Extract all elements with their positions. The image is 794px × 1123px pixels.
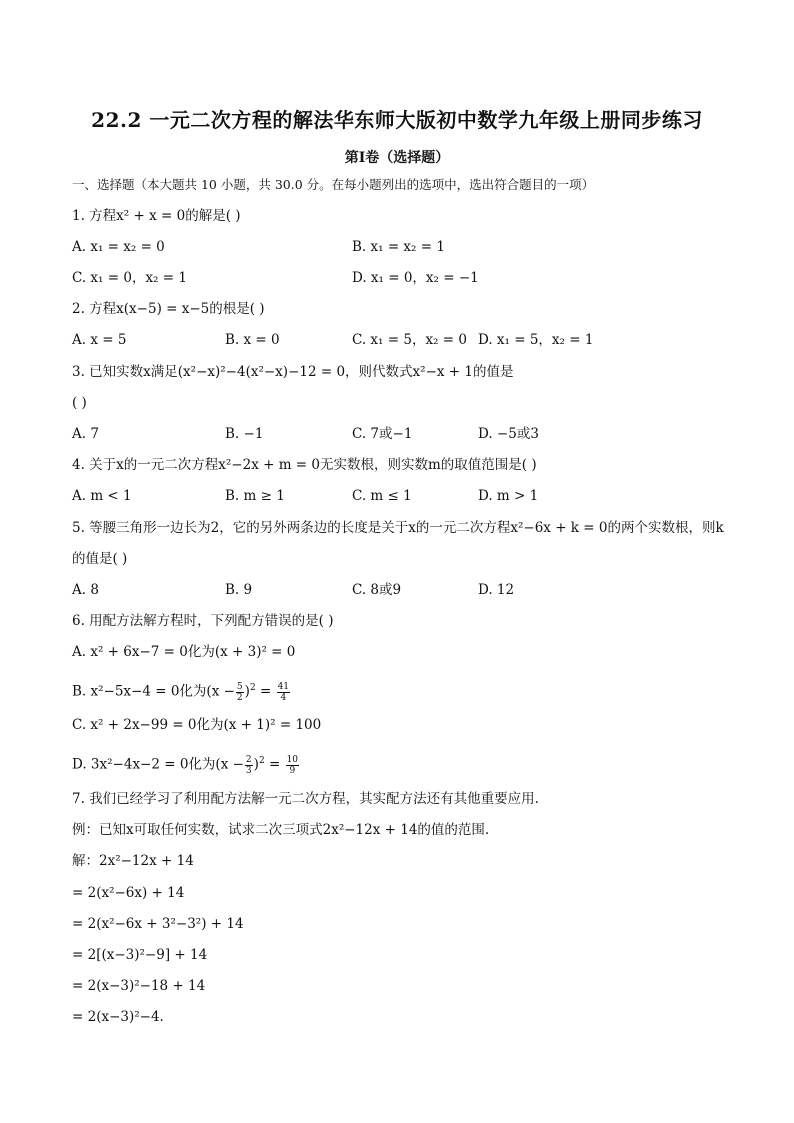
question-3-stem: 3. 已知实数x满足(x²−x)²−4(x²−x)−12 = 0，则代数式x²−x + 1的值是 <box>72 364 514 380</box>
question-6-option-c: C. x² + 2x−99 = 0化为(x + 1)² = 100 <box>72 717 322 733</box>
solution-step: = 2(x²−6x + 3²−3²) + 14 <box>72 916 244 932</box>
question-4-option-c: C. m ≤ 1 <box>352 488 412 504</box>
section-heading: 一、选择题（本大题共 10 小题，共 30.0 分。在每小题列出的选项中，选出符合题目的一项） <box>72 177 595 192</box>
solution-step: = 2(x²−6x) + 14 <box>72 885 185 901</box>
question-5-option-d: D. 12 <box>478 582 515 598</box>
question-2-option-a: A. x = 5 <box>72 332 127 348</box>
question-6-option-d-fraction: $\frac{2}{3}$ <box>245 754 252 776</box>
question-2-stem: 2. 方程x(x−5) = x−5的根是( ) <box>72 301 265 317</box>
page-title: 22.2 一元二次方程的解法华东师大版初中数学九年级上册同步练习 <box>91 108 703 132</box>
question-1-option-c: C. x₁ = 0，x₂ = 1 <box>72 270 187 286</box>
question-4-stem: 4. 关于x的一元二次方程x²−2x + m = 0无实数根，则实数m的取值范围是( ) <box>72 457 537 473</box>
question-6-option-b-fraction: $\frac{5}{2}$ <box>236 681 243 703</box>
question-1-option-b: B. x₁ = x₂ = 1 <box>352 239 445 255</box>
question-6-option-d-rhs-fraction: $\frac{10}{9}$ <box>286 754 299 776</box>
question-4-option-b: B. m ≥ 1 <box>225 488 285 504</box>
question-1-option-d: D. x₁ = 0，x₂ = −1 <box>352 270 479 286</box>
question-3-option-d: D. −5或3 <box>478 426 539 442</box>
question-5-option-a: A. 8 <box>72 582 99 598</box>
question-2-option-c: C. x₁ = 5，x₂ = 0 <box>352 332 467 348</box>
question-1-option-a: A. x₁ = x₂ = 0 <box>72 239 165 255</box>
solution-step: = 2[(x−3)²−9] + 14 <box>72 947 208 963</box>
question-4-option-a: A. m < 1 <box>72 488 132 504</box>
question-6-option-b-text: B. x²−5x−4 = 0化为(x − <box>72 683 235 700</box>
question-5-stem-continued: 的值是( ) <box>72 551 128 567</box>
question-3-stem-continued: ( ) <box>72 395 87 411</box>
question-7-example: 例：已知x可取任何实数，试求二次三项式2x²−12x + 14的值的范围. <box>72 822 490 838</box>
question-6-stem: 6. 用配方法解方程时，下列配方错误的是( ) <box>72 613 334 629</box>
question-6-option-d: D. 3x²−4x−2 = 0化为(x − $\frac{2}{3}$ )$^2$ = $\frac{10}{9}$ <box>72 754 299 776</box>
solution-step: 解：2x²−12x + 14 <box>72 853 194 869</box>
question-6-option-a: A. x² + 6x−7 = 0化为(x + 3)² = 0 <box>72 644 296 660</box>
page-subtitle: 第Ⅰ卷（选择题） <box>344 150 450 166</box>
question-6-option-b: B. x²−5x−4 = 0化为(x − $\frac{5}{2}$ )$^2$ = $\frac{41}{4}$ <box>72 681 290 703</box>
question-3-option-c: C. 7或−1 <box>352 426 413 442</box>
question-7-stem: 7. 我们已经学习了利用配方法解一元二次方程，其实配方法还有其他重要应用. <box>72 791 539 807</box>
question-4-option-d: D. m > 1 <box>478 488 539 504</box>
solution-step: = 2(x−3)²−18 + 14 <box>72 978 206 994</box>
question-2-option-d: D. x₁ = 5，x₂ = 1 <box>478 332 594 348</box>
question-3-option-b: B. −1 <box>225 426 264 442</box>
solution-step: = 2(x−3)²−4. <box>72 1009 164 1025</box>
question-5-option-b: B. 9 <box>225 582 253 598</box>
question-5-option-c: C. 8或9 <box>352 582 402 598</box>
question-5-stem: 5. 等腰三角形一边长为2，它的另外两条边的长度是关于x的一元二次方程x²−6x + k = 0的两个实数根，则k <box>72 520 724 536</box>
question-2-option-b: B. x = 0 <box>225 332 280 348</box>
question-3-option-a: A. 7 <box>72 426 99 442</box>
question-6-option-d-text: D. 3x²−4x−2 = 0化为(x − <box>72 756 244 773</box>
question-1-stem: 1. 方程x² + x = 0的解是( ) <box>72 208 241 224</box>
question-6-option-b-rhs-fraction: $\frac{41}{4}$ <box>277 681 290 703</box>
